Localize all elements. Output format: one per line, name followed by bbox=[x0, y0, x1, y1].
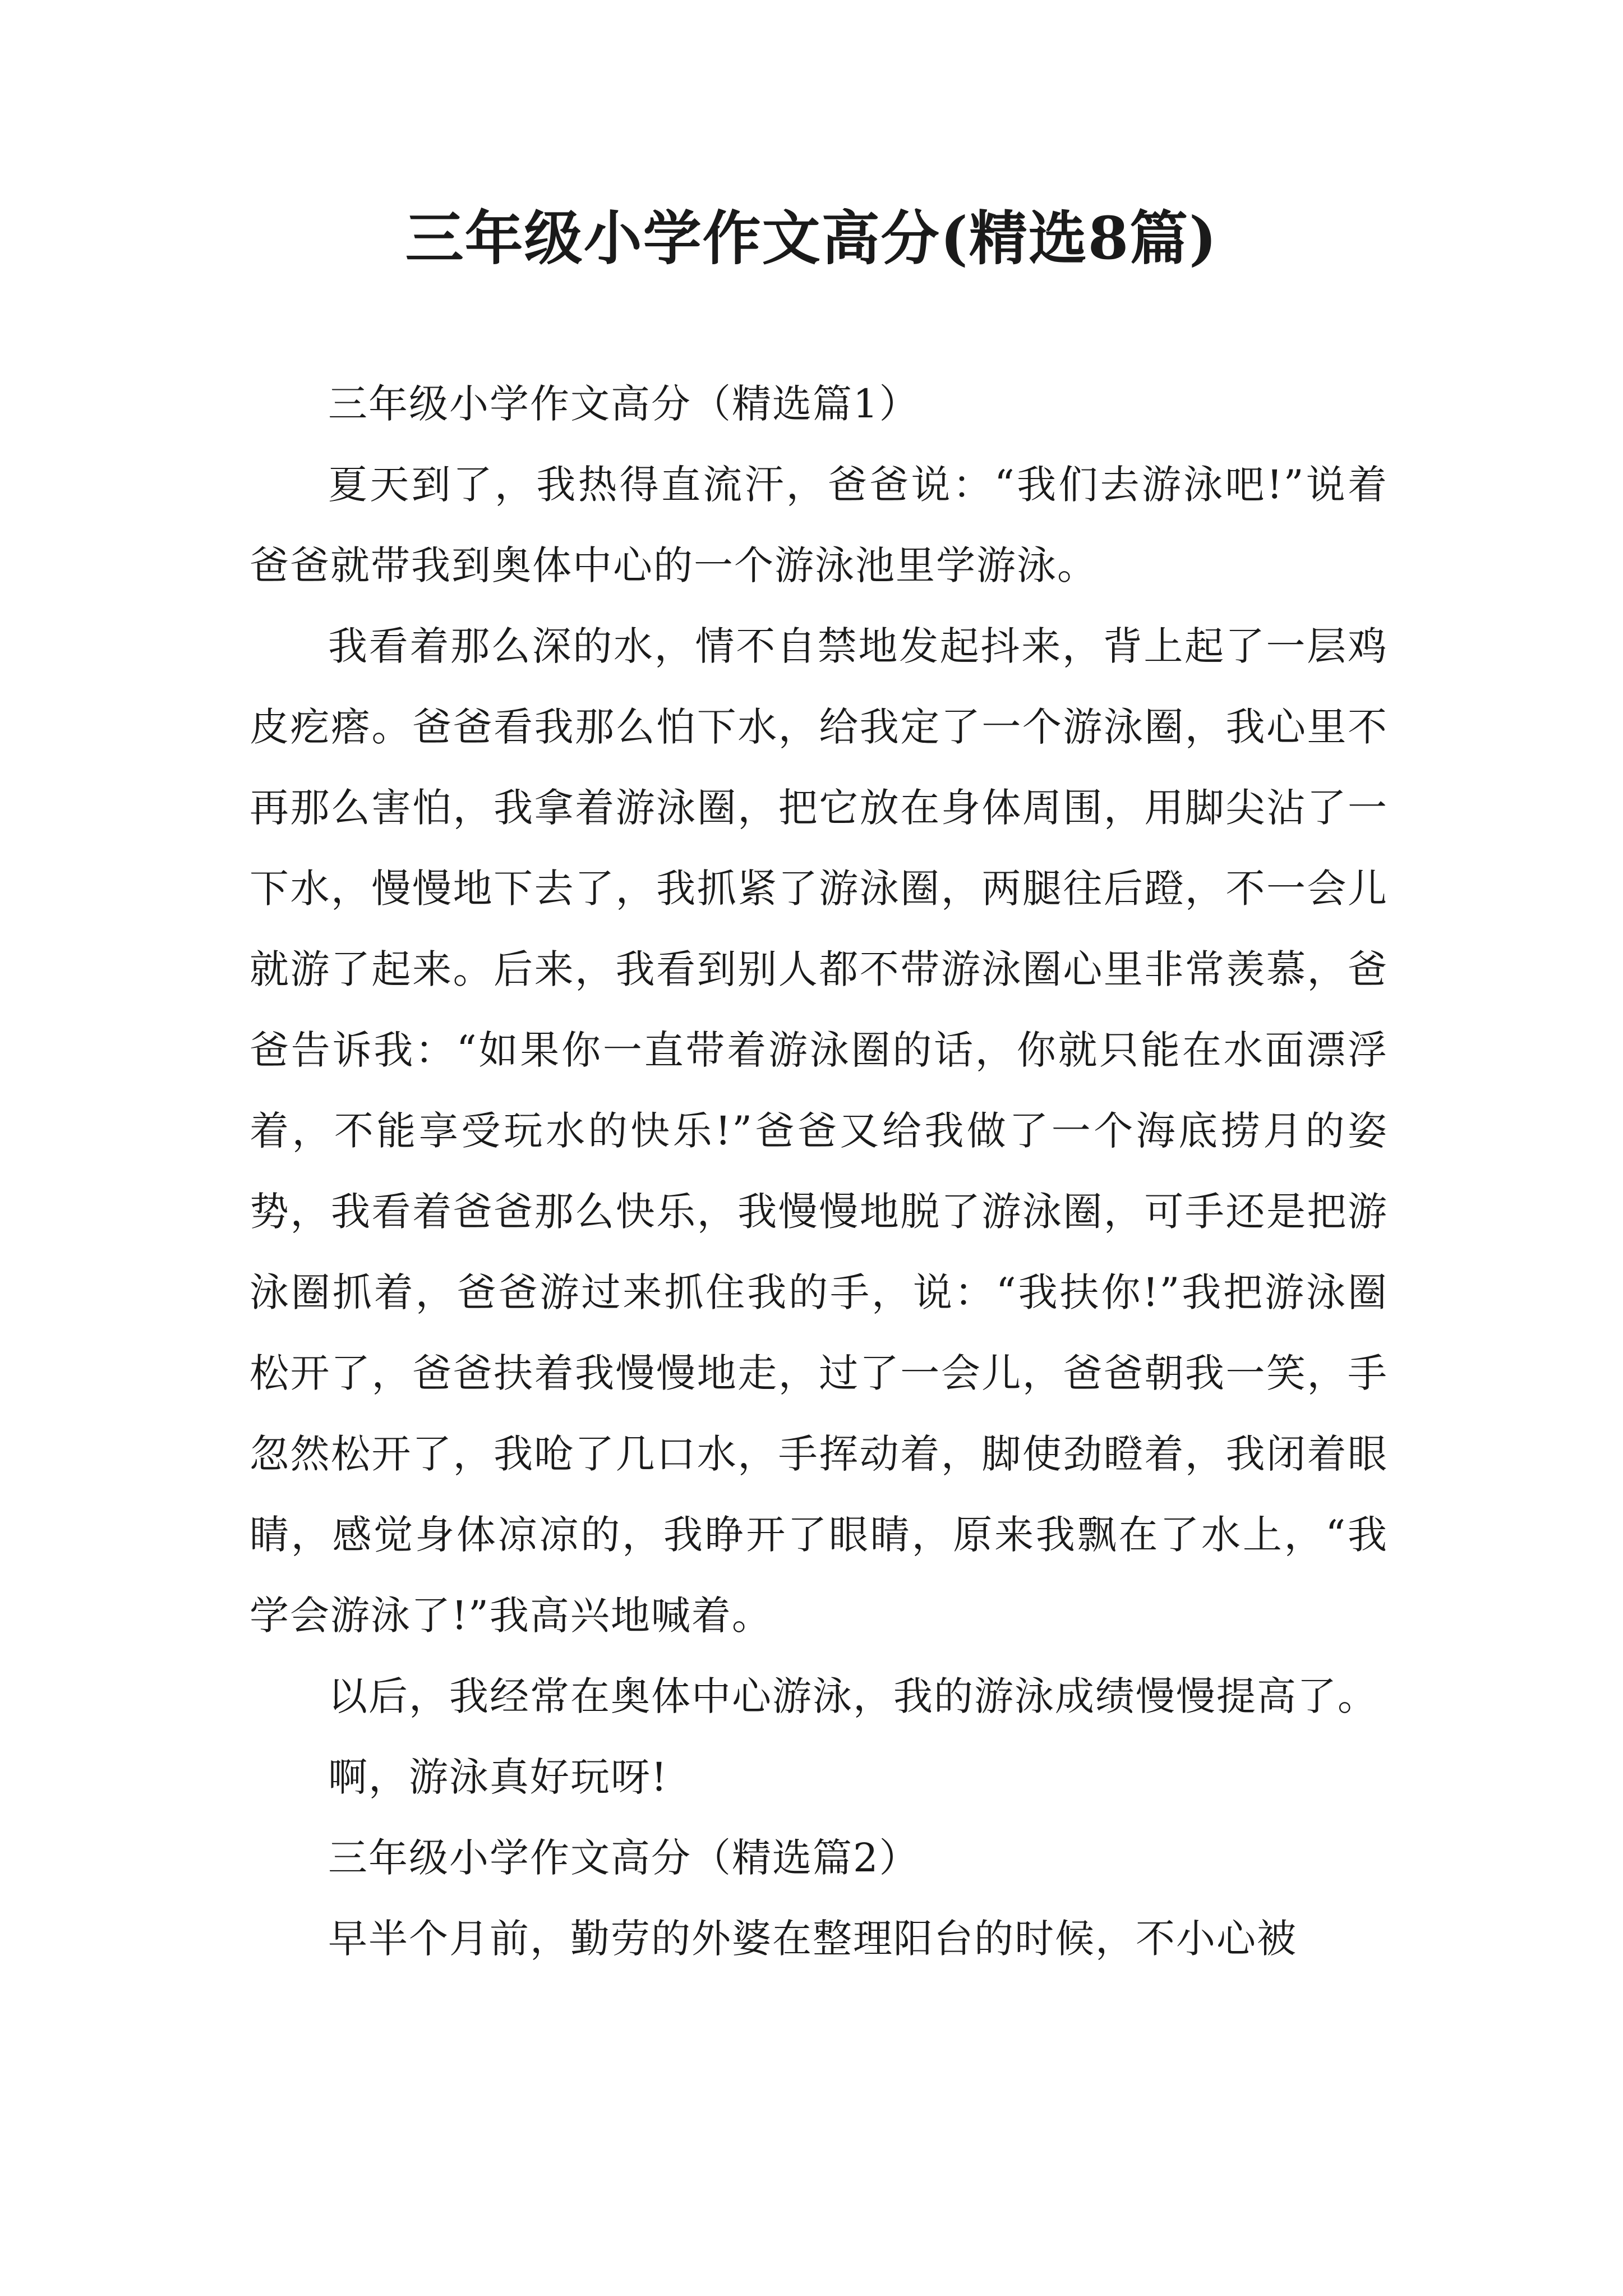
document-title: 三年级小学作文高分(精选8篇) bbox=[405, 204, 1218, 273]
section-heading-1: 三年级小学作文高分（精选篇1） bbox=[328, 381, 920, 427]
document-body bbox=[250, 364, 1388, 1979]
paragraph: 啊，游泳真好玩呀! bbox=[328, 1754, 668, 1800]
paragraph: 我看着那么深的水，情不自禁地发起抖来，背上起了一层鸡皮疙瘩。爸爸看我那么怕下水，给我定了一个游泳圈，我心里不再那么害怕，我拿着游泳圈，把它放在身体周围，用脚尖沾了一下水，慢慢地下去了，我抓紧了游泳圈，两腿往后蹬，不一会儿就游了起来。后来，我看到别人都不带游泳圈心里非常羡慕，爸爸告诉我：“如果你一直带着游泳圈的话，你就只能在水面漂浮着，不能享受玩水的快乐!”爸爸又给我做了一个海底捞月的姿势，我看着爸爸那么快乐，我慢慢地脱了游泳圈，可手还是把游泳圈抓着，爸爸游过来抓住我的手，说：“我扶你!”我把游泳圈松开了，爸爸扶着我慢慢地走，过了一会儿，爸爸朝我一笑，手忽然松开了，我呛了几口水，手挥动着，脚使劲瞪着，我闭着眼睛，感觉身体凉凉的，我睁开了眼睛，原来我飘在了水上，“我学会游泳了!”我高兴地喊着。 bbox=[250, 623, 1388, 1639]
section-heading-2: 三年级小学作文高分（精选篇2） bbox=[328, 1835, 920, 1881]
paragraph: 以后，我经常在奥体中心游泳，我的游泳成绩慢慢提高了。 bbox=[328, 1673, 1378, 1719]
paragraph: 夏天到了，我热得直流汗，爸爸说：“我们去游泳吧!”说着爸爸就带我到奥体中心的一个游泳池里学游泳。 bbox=[250, 462, 1388, 588]
paragraph: 早半个月前，勤劳的外婆在整理阳台的时候，不小心被 bbox=[328, 1916, 1297, 1962]
